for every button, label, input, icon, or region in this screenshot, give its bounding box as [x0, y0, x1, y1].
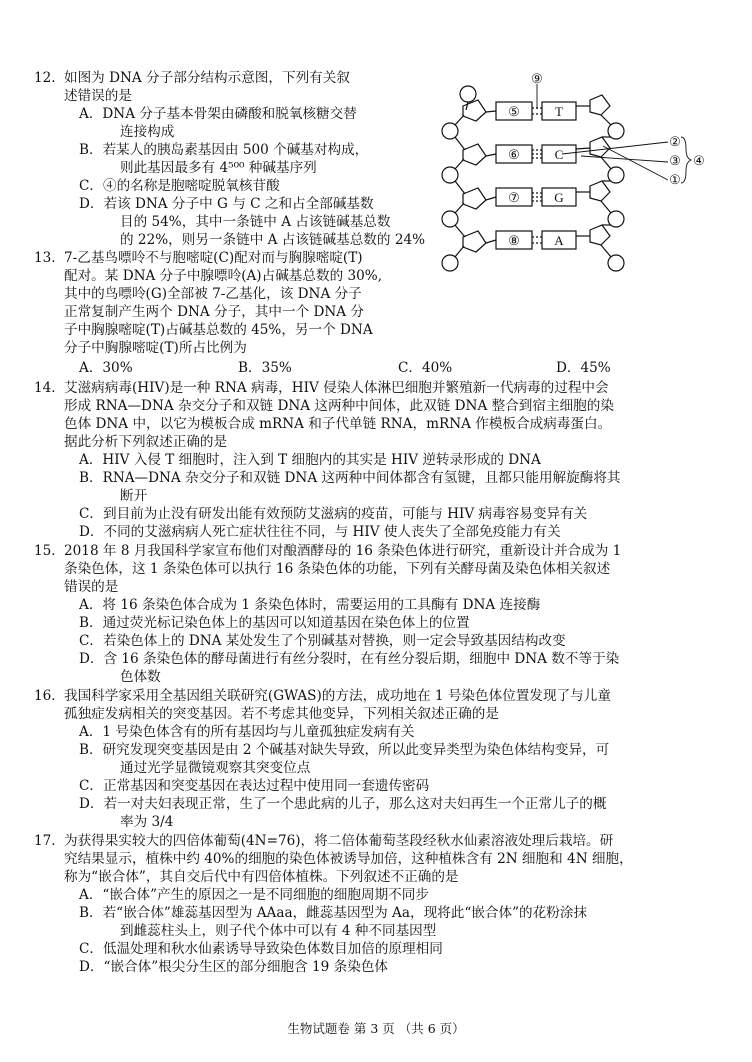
question-14-option-b: B．RNA—DNA 杂交分子和双链 DNA 这两种中间体都含有氢键，且都只能用解旋酶将其 [79, 470, 621, 486]
question-14-stem-line4: 据此分析下列叙述正确的是 [64, 434, 228, 450]
question-13-stem-line6: 分子中胸腺嘧啶(T)所占比例为 [64, 340, 247, 356]
question-17-stem-line3: 称为“嵌合体”，其自交后代中有四倍体植株。下列叙述不正确的是 [64, 869, 459, 885]
question-12-number: 12. [34, 70, 56, 86]
question-17-option-d: D．“嵌合体”根尖分生区的部分细胞含 19 条染色体 [79, 959, 389, 975]
question-15-number: 15． [34, 543, 65, 559]
right-backbone [576, 95, 624, 271]
question-12-stem-line1: 如图为 DNA 分子部分结构示意图，下列有关叙 [64, 70, 350, 86]
question-13-stem-line4: 正常复制产生两个 DNA 分子，其中一个 DNA 分 [64, 304, 365, 320]
question-13-number: 13． [34, 250, 65, 266]
question-15-stem-line1: 2018 年 8 月我国科学家宣布他们对酿酒酵母的 16 条染色体进行研究，重新设计并合成为 1 [64, 543, 622, 559]
base-label-g: G [554, 190, 564, 205]
base-label-t: T [555, 104, 563, 119]
base-label-a: A [554, 233, 564, 248]
question-12-option-d-cont1: 目的 54%，其中一条链中 A 占该链碱基总数 [120, 214, 391, 230]
question-16-stem-line1: 我国科学家采用全基因组关联研究(GWAS)的方法，成功地在 1 号染色体位置发现了与儿童 [64, 688, 611, 704]
base-label-5: ⑤ [508, 104, 520, 119]
question-12-option-b-cont: 则此基因最多有 4⁵⁰⁰ 种碱基序列 [120, 160, 317, 176]
question-15-stem-line3: 错误的是 [64, 579, 119, 595]
base-label-7: ⑦ [508, 190, 520, 205]
question-14-option-a: A．HIV 入侵 T 细胞时，注入到 T 细胞内的其实是 HIV 逆转录形成的 DNA [79, 452, 541, 468]
left-backbone [442, 86, 496, 271]
question-12-option-b: B．若某人的胰岛素基因由 500 个碱基对构成， [79, 142, 369, 158]
question-14-option-c: C．到目前为止没有研发出能有效预防艾滋病的疫苗，可能与 HIV 病毒容易变异有关 [79, 506, 588, 522]
question-14-option-b-cont: 断开 [120, 488, 148, 504]
question-15-option-d-cont: 色体数 [120, 669, 161, 685]
base-label-8: ⑧ [508, 233, 520, 248]
question-16-option-b-cont: 通过光学显微镜观察其突变位点 [120, 760, 311, 776]
page-footer: 生物试题卷 第 3 页 （共 6 页） [287, 1021, 465, 1036]
question-15-option-c: C．若染色体上的 DNA 某处发生了个别碱基对替换，则一定会导致基因结构改变 [79, 633, 566, 649]
question-16-stem-line2: 孤独症发病相关的突变基因。若不考虑其他变异，下列相关叙述正确的是 [64, 706, 499, 722]
question-12-option-a-cont: 连接构成 [120, 124, 175, 140]
question-17-stem-line1: 为获得果实较大的四倍体葡萄(4N=76)，将二倍体葡萄茎段经秋水仙素溶液处理后栽培。研 [64, 833, 614, 849]
question-12-option-c: C．④的名称是胞嘧啶脱氧核苷酸 [79, 178, 280, 194]
question-17-option-a: A．“嵌合体”产生的原因之一是不同细胞的细胞周期不同步 [79, 887, 429, 903]
label-2: ② [669, 134, 681, 149]
question-16-option-b: B．研究发现突变基因是由 2 个碱基对缺失导致，所以此变异类型为染色体结构变异，可 [79, 742, 610, 758]
label-4: ④ [693, 153, 705, 168]
question-13-stem-line2: 配对。某 DNA 分子中腺嘌呤(A)占碱基总数的 30%, [64, 268, 383, 284]
question-17-stem-line2: 究结果显示，植株中约 40%的细胞的染色体被诱导加倍，这种植株含有 2N 细胞和 4N 细胞， [64, 851, 633, 867]
question-17-option-c: C．低温处理和秋水仙素诱导导致染色体数目加倍的原理相同 [79, 941, 443, 957]
question-17-option-b-cont: 到雌蕊柱头上，则子代个体中可以有 4 种不同基因型 [120, 923, 437, 939]
question-14-stem-line1: 艾滋病病毒(HIV)是一种 RNA 病毒，HIV 侵染人体淋巴细胞并繁殖新一代病毒的过程中会 [64, 380, 609, 396]
question-16-option-d: D．若一对夫妇表现正常，生了一个患此病的儿子，那么这对夫妇再生一个正常儿子的概 [79, 796, 607, 812]
question-17-number: 17． [34, 833, 65, 849]
question-13-option-c: C．40% [398, 360, 453, 376]
dna-structure-diagram [430, 70, 730, 290]
question-12-option-d: D．若该 DNA 分子中 G 与 C 之和占全部碱基数 [79, 196, 374, 212]
question-15-option-b: B．通过荧光标记染色体上的基因可以知道基因在染色体上的位置 [79, 615, 470, 631]
question-13-stem-line3: 其中的鸟嘌呤(G)全部被 7-乙基化，该 DNA 分子 [64, 286, 362, 302]
question-15-stem-line2: 条染色体，这 1 条染色体可以执行 16 条染色体的功能，下列有关酵母菌及染色体相关叙述 [64, 561, 611, 577]
question-17-option-b: B．若“嵌合体”雄蕊基因型为 AAaa，雌蕊基因型为 Aa，现将此“嵌合体”的花粉涂抹 [79, 905, 588, 921]
label-9: ⑨ [531, 71, 543, 86]
question-15-option-a: A．将 16 条染色体合成为 1 条染色体时，需要运用的工具酶有 DNA 连接酶 [79, 597, 541, 613]
question-15-option-d: D．含 16 条染色体的酵母菌进行有丝分裂时，在有丝分裂后期，细胞中 DNA 数不等于染 [79, 651, 620, 667]
label-1: ① [669, 172, 681, 187]
question-13-option-d: D．45% [556, 360, 611, 376]
question-14-number: 14． [34, 380, 65, 396]
question-14-option-d: D．不同的艾滋病病人死亡症状往往不同，与 HIV 使人丧失了全部免疫能力有关 [79, 524, 561, 540]
question-13-stem-line5: 子中胸腺嘧啶(T)占碱基总数的 45%，另一个 DNA [64, 322, 373, 338]
question-12-option-d-cont2: 的 22%，则另一条链中 A 占该链碱基总数的 24% [120, 232, 426, 248]
base-label-6: ⑥ [508, 147, 520, 162]
question-16-option-a: A．1 号染色体含有的所有基因均与儿童孤独症发病有关 [79, 724, 415, 740]
question-13-option-a: A．30% [79, 360, 133, 376]
base-label-c: C [554, 147, 564, 162]
question-16-option-d-cont: 率为 3/4 [120, 814, 174, 830]
question-13-option-b: B．35% [238, 360, 292, 376]
question-14-stem-line3: 色体 DNA 中，以它为模板合成 mRNA 和子代单链 RNA，mRNA 作模板合成病毒蛋白。 [64, 416, 612, 432]
question-12-option-a: A．DNA 分子基本骨架由磷酸和脱氧核糖交替 [79, 106, 357, 122]
question-16-option-c: C．正常基因和突变基因在表达过程中使用同一套遗传密码 [79, 778, 430, 794]
question-12-stem-line2: 述错误的是 [64, 88, 132, 104]
label-3: ③ [669, 153, 681, 168]
question-14-stem-line2: 形成 RNA—DNA 杂交分子和双链 DNA 这两种中间体，此双链 DNA 整合到宿主细胞的染 [64, 398, 614, 414]
question-16-number: 16． [34, 688, 65, 704]
question-13-stem-line1: 7-乙基鸟嘌呤不与胞嘧啶(C)配对而与胸腺嘧啶(T) [64, 250, 363, 266]
